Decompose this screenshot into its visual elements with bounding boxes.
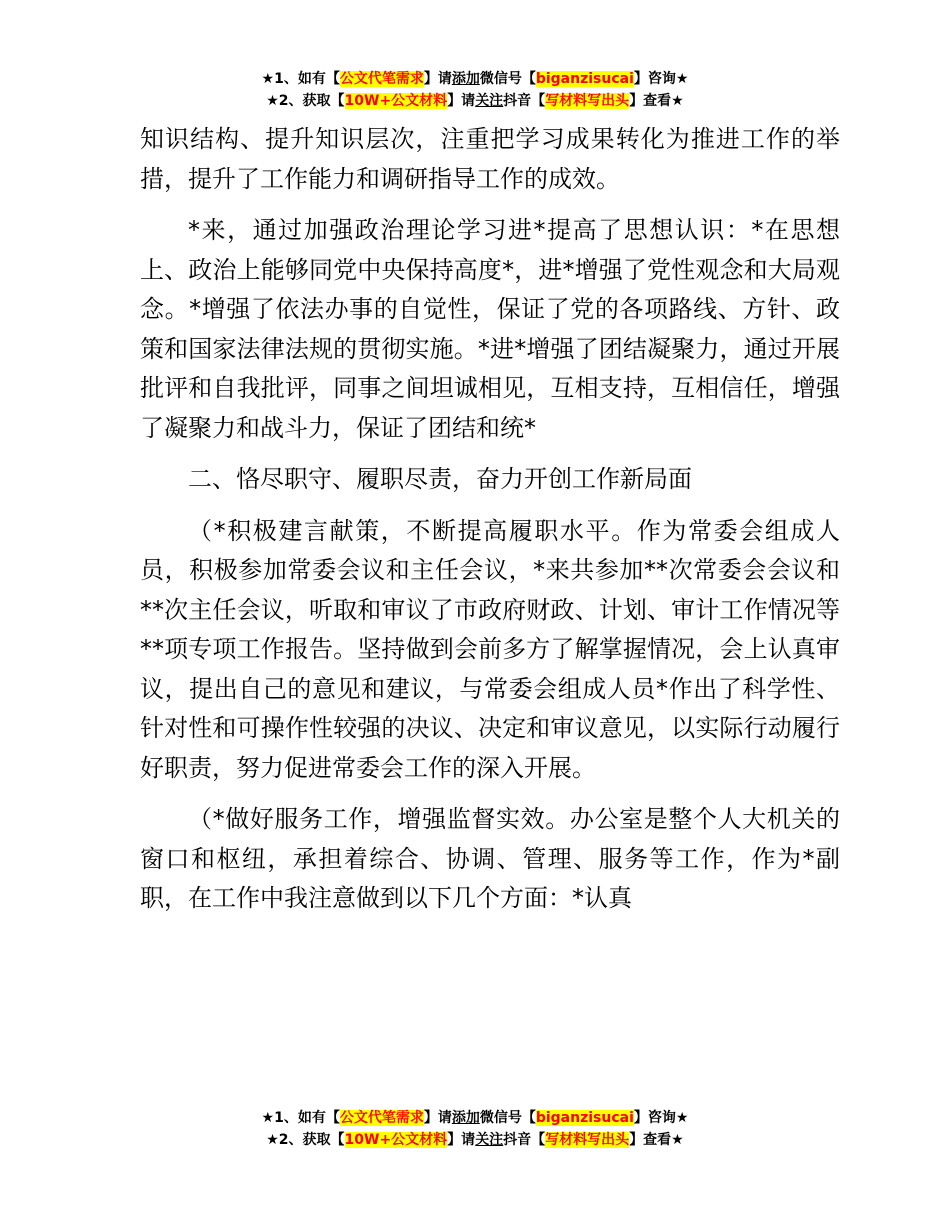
banner-highlight: 公文代笔需求 [339, 71, 424, 87]
banner-text: 】咨询★ [633, 1110, 689, 1126]
banner-underlined: 添加 [451, 71, 480, 87]
banner-highlight-douyin: 写材料写出头 [545, 93, 630, 109]
paragraph: （*做好服务工作，增强监督实效。办公室是整个人大机关的窗口和枢纽，承担着综合、协调、管理、服务等工作，作为*副职，在工作中我注意做到以下几个方面：*认真 [140, 805, 840, 912]
banner-text: 抖音【 [503, 1132, 546, 1148]
banner-highlight-wechat: biganzisucai [535, 71, 634, 87]
banner-text: 微信号【 [479, 1110, 536, 1126]
banner-highlight: 公文代笔需求 [339, 1110, 424, 1126]
banner-highlight: 10W+公文材料 [344, 1132, 448, 1148]
banner-text: 】请 [447, 1132, 476, 1148]
banner-text: ★1、如有【 [261, 1110, 340, 1126]
banner-text: ★1、如有【 [261, 71, 340, 87]
section-heading: 二、恪尽职守、履职尽责，奋力开创工作新局面 [188, 465, 692, 493]
footer-banner-line-1 [0, 1107, 950, 1129]
banner-text: 】请 [447, 93, 476, 109]
banner-text: ★2、获取【 [266, 93, 345, 109]
paragraph: *来，通过加强政治理论学习进*提高了思想认识：*在思想上、政治上能够同党中央保持高度*，进*增强了党性观念和大局观念。*增强了依法办事的自觉性，保证了党的各项路线、方针、政策和国家法律法规的贯彻实施。*进*增强了团结凝聚力，通过开展批评和自我批评，同事之间坦诚相见，互相支持，互相信任，增强了凝聚力和战斗力，保证了团结和统* [140, 216, 840, 442]
banner-text: 】请 [423, 71, 452, 87]
banner-text: 】咨询★ [633, 71, 689, 87]
banner-underlined: 添加 [451, 1110, 480, 1126]
paragraph-continued: 知识结构、提升知识层次，注重把学习成果转化为推进工作的举措，提升了工作能力和调研指导工作的成效。 [140, 125, 840, 193]
banner-underlined: 关注 [475, 93, 504, 109]
banner-text: 】请 [423, 1110, 452, 1126]
banner-highlight: 10W+公文材料 [344, 93, 448, 109]
banner-highlight-wechat: biganzisucai [535, 1110, 634, 1126]
banner-text: 微信号【 [479, 71, 536, 87]
footer-banner-line-2 [0, 1129, 950, 1151]
banner-underlined: 关注 [475, 1132, 504, 1148]
header-banner-line-1 [0, 68, 950, 90]
header-banner-line-2 [0, 90, 950, 112]
banner-highlight-douyin: 写材料写出头 [545, 1132, 630, 1148]
banner-text: 抖音【 [503, 93, 546, 109]
banner-text: 】查看★ [629, 93, 684, 109]
banner-text: 】查看★ [629, 1132, 684, 1148]
document-body [140, 120, 840, 931]
paragraph: （*积极建言献策，不断提高履职水平。作为常委会组成人员，积极参加常委会议和主任会议，*来共参加**次常委会会议和**次主任会议，听取和审议了市政府财政、计划、审计工作情况等**项专项工作报告。坚持做到会前多方了解掌握情况，会上认真审议，提出自己的意见和建议，与常委会组成人员*作出了科学性、针对性和可操作性较强的决议、决定和审议意见，以实际行动履行好职责，努力促进常委会工作的深入开展。 [140, 516, 840, 782]
footer-banner [0, 1107, 950, 1151]
banner-text: ★2、获取【 [266, 1132, 345, 1148]
header-banner [0, 68, 950, 112]
